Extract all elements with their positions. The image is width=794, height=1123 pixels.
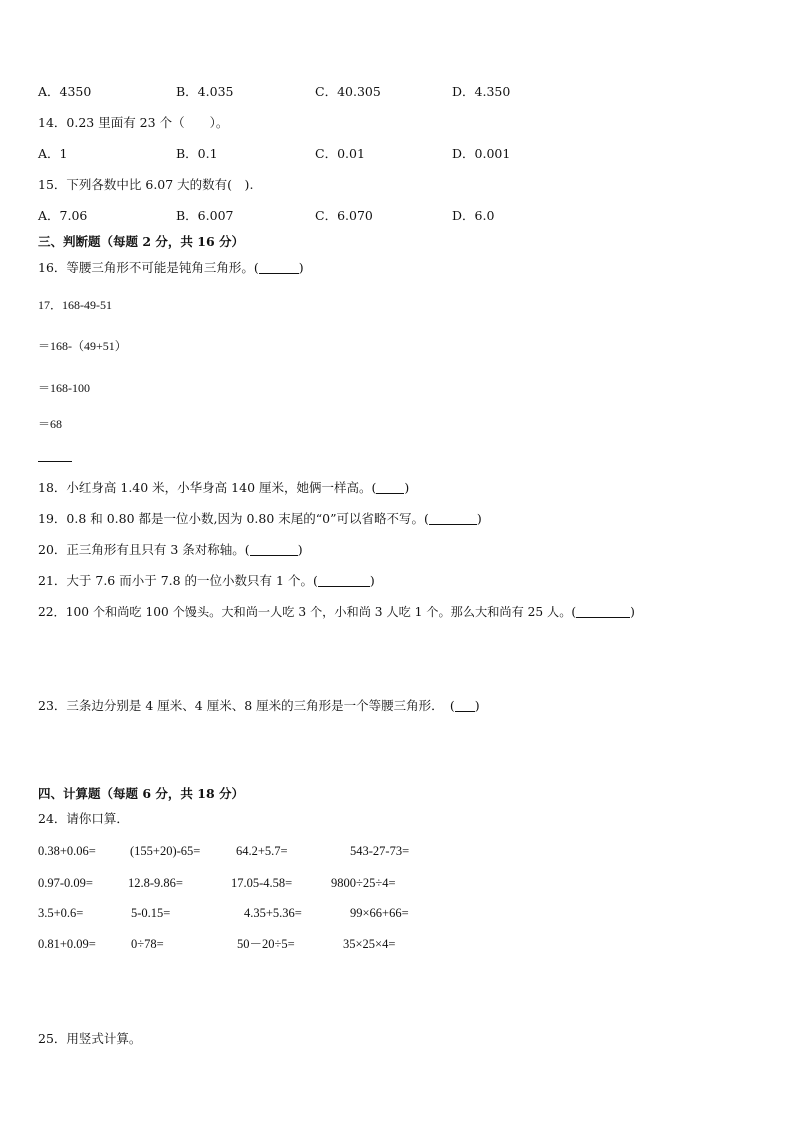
q22 [38, 604, 635, 620]
q24-item: 543-27-73= [350, 844, 410, 858]
q13-option-a[interactable]: A．4350 [38, 84, 92, 99]
q24-item: 3.5+0.6= [38, 906, 84, 920]
q24-item: 12.8-9.86= [128, 876, 183, 890]
q15-stem: 15．下列各数中比 6.07 大的数有( ). [38, 177, 254, 192]
q24-item: 99×66+66= [350, 906, 409, 920]
q16 [38, 260, 304, 276]
q18-text: 18．小红身高 1.40 米，小华身高 140 厘米，她俩一样高。( [38, 480, 377, 495]
q17-line-2: ＝168-（49+51） [38, 339, 127, 353]
q18-answer-blank[interactable] [376, 481, 404, 494]
q15-option-d[interactable]: D．6.0 [452, 208, 495, 223]
q17-line-3: ＝168-100 [38, 381, 90, 395]
q20-close: ) [297, 542, 303, 557]
q24-item: 0÷78= [131, 937, 164, 951]
q23-text: 23．三条边分别是 4 厘米、4 厘米、8 厘米的三角形是一个等腰三角形． ( [38, 698, 455, 713]
q22-text: 22．100 个和尚吃 100 个馒头。大和尚一人吃 3 个，小和尚 3 人吃 1 个。那么大和尚有 25 人。( [38, 605, 577, 619]
q21-text: 21．大于 7.6 而小于 7.8 的一位小数只有 1 个。( [38, 573, 318, 588]
q14-option-c[interactable]: C．0.01 [315, 146, 365, 161]
q13-option-b[interactable]: B．4.035 [176, 84, 234, 99]
q19-answer-blank[interactable] [429, 512, 477, 525]
q24-item: 0.81+0.09= [38, 937, 96, 951]
q15-option-b[interactable]: B．6.007 [176, 208, 234, 223]
q22-close: ) [630, 605, 635, 619]
q17-line-4: ＝68 [38, 417, 63, 431]
q21-close: ) [369, 573, 375, 588]
q15-option-a[interactable]: A．7.06 [38, 208, 88, 223]
q23-close: ) [474, 698, 480, 713]
q24-item: 0.38+0.06= [38, 844, 96, 858]
q13-option-c[interactable]: C．40.305 [315, 84, 381, 99]
q24-item: 9800÷25÷4= [331, 876, 396, 890]
q24-item: (155+20)-65= [130, 844, 201, 858]
q23 [38, 698, 480, 714]
section-4-title: 四、计算题（每题 6 分，共 18 分） [38, 786, 245, 801]
q21 [38, 573, 375, 589]
q14-option-b[interactable]: B．0.1 [176, 146, 218, 161]
q19 [38, 511, 482, 527]
q24-item: 4.35+5.36= [244, 906, 302, 920]
q14-option-d[interactable]: D．0.001 [452, 146, 511, 161]
q24-item: 35×25×4= [343, 937, 396, 951]
q13-option-d[interactable]: D．4.350 [452, 84, 511, 99]
q18 [38, 480, 409, 496]
q19-close: ) [476, 511, 482, 526]
q18-close: ) [404, 480, 410, 495]
q19-text: 19．0.8 和 0.80 都是一位小数,因为 0.80 末尾的“0”可以省略不写。( [38, 511, 429, 526]
q17-answer-blank[interactable] [38, 461, 72, 462]
q20-answer-blank[interactable] [250, 543, 298, 556]
q24-stem: 24．请你口算． [38, 811, 129, 826]
q24-item: 64.2+5.7= [236, 844, 288, 858]
q20 [38, 542, 303, 558]
q15-option-c[interactable]: C．6.070 [315, 208, 373, 223]
q16-close: ) [298, 260, 304, 275]
q16-answer-blank[interactable] [259, 261, 299, 274]
q22-answer-blank[interactable] [576, 605, 630, 618]
q17-line-1: 17．168-49-51 [38, 298, 112, 312]
q16-text: 16．等腰三角形不可能是钝角三角形。( [38, 260, 259, 275]
q23-answer-blank[interactable] [455, 699, 475, 712]
section-3-title: 三、判断题（每题 2 分，共 16 分） [38, 234, 245, 249]
q20-text: 20．正三角形有且只有 3 条对称轴。( [38, 542, 250, 557]
q24-item: 50－20÷5= [237, 937, 295, 951]
q24-item: 17.05-4.58= [231, 876, 293, 890]
q25-stem: 25．用竖式计算。 [38, 1031, 142, 1046]
q14-option-a[interactable]: A．1 [38, 146, 68, 161]
q24-item: 0.97-0.09= [38, 876, 93, 890]
q14-stem: 14．0.23 里面有 23 个（ ）。 [38, 115, 229, 130]
q21-answer-blank[interactable] [318, 574, 370, 587]
q24-item: 5-0.15= [131, 906, 171, 920]
